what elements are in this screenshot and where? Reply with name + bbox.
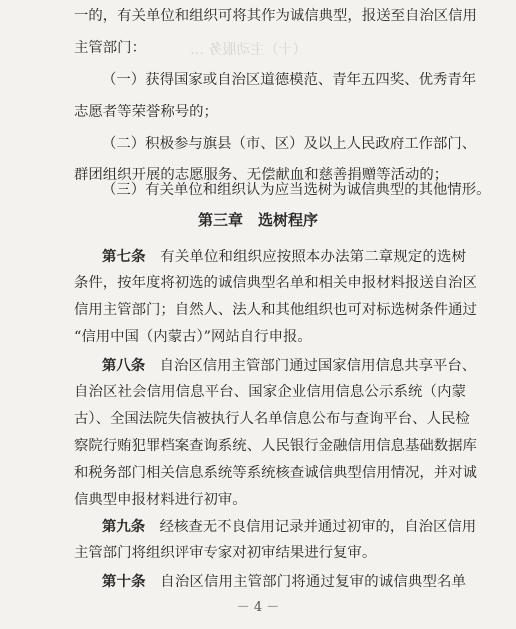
text-line: “信用中国（内蒙古）”网站自行申报。 — [74, 329, 312, 345]
article-line: 第七条 有关单位和组织应按照本办法第二章规定的选树 — [102, 248, 466, 265]
article-line: 第八条 自治区信用主管部门通过国家信用信息共享平台、 — [102, 357, 477, 374]
text-line: 和税务部门相关信息系统等系统核查诚信典型信用情况，并对诚 — [74, 465, 477, 481]
text-line: 主管部门： — [74, 40, 146, 56]
bleed-through-text: （十）主动服务 … — [190, 42, 307, 58]
text-line: 自治区社会信用信息平台、国家企业信用信息公示系统（内蒙 — [74, 384, 466, 400]
text-line: 古）、全国法院失信被执行人名单信息公布与查询平台、人民检 — [74, 411, 470, 427]
article-number: 第八条 — [102, 357, 146, 374]
text-line: 主管部门将组织评审专家对初审结果进行复审。 — [74, 545, 377, 561]
article-number: 第七条 — [102, 248, 146, 265]
text-line: 志愿者等荣誉称号的； — [74, 104, 218, 120]
text-line: 信典型申报材料进行初审。 — [74, 492, 247, 508]
text-line: 一的，有关单位和组织可将其作为诚信典型，报送至自治区信用 — [74, 8, 477, 24]
text-line: 群团组织开展的志愿服务、无偿献血和慈善捐赠等活动的； — [74, 167, 449, 183]
article-number: 第十条 — [102, 573, 146, 590]
article-line: 第十条 自治区信用主管部门将通过复审的诚信典型名单 — [102, 573, 466, 590]
text-line: （三）有关单位和组织认为应当选树为诚信典型的其他情形。 — [102, 182, 491, 198]
text-line: 条件，按年度将初选的诚信典型名单和相关申报材料报送自治区 — [74, 275, 477, 291]
chapter-heading: 第三章 选树程序 — [197, 211, 318, 229]
text-line: （一）获得国家或自治区道德模范、青年五四奖、优秀青年 — [102, 72, 477, 88]
article-number: 第九条 — [102, 518, 146, 535]
page-number: － 4 － — [236, 600, 280, 615]
text-line: （二）积极参与旗县（市、区）及以上人民政府工作部门、 — [102, 136, 477, 152]
text-line: 信用主管部门；自然人、法人和其他组织也可对标选树条件通过 — [74, 302, 477, 318]
article-line: 第九条 经核查无不良信用记录并通过初审的，自治区信用 — [102, 518, 477, 535]
text-line: 察院行贿犯罪档案查询系统、人民银行金融信用信息基础数据库 — [74, 438, 477, 454]
